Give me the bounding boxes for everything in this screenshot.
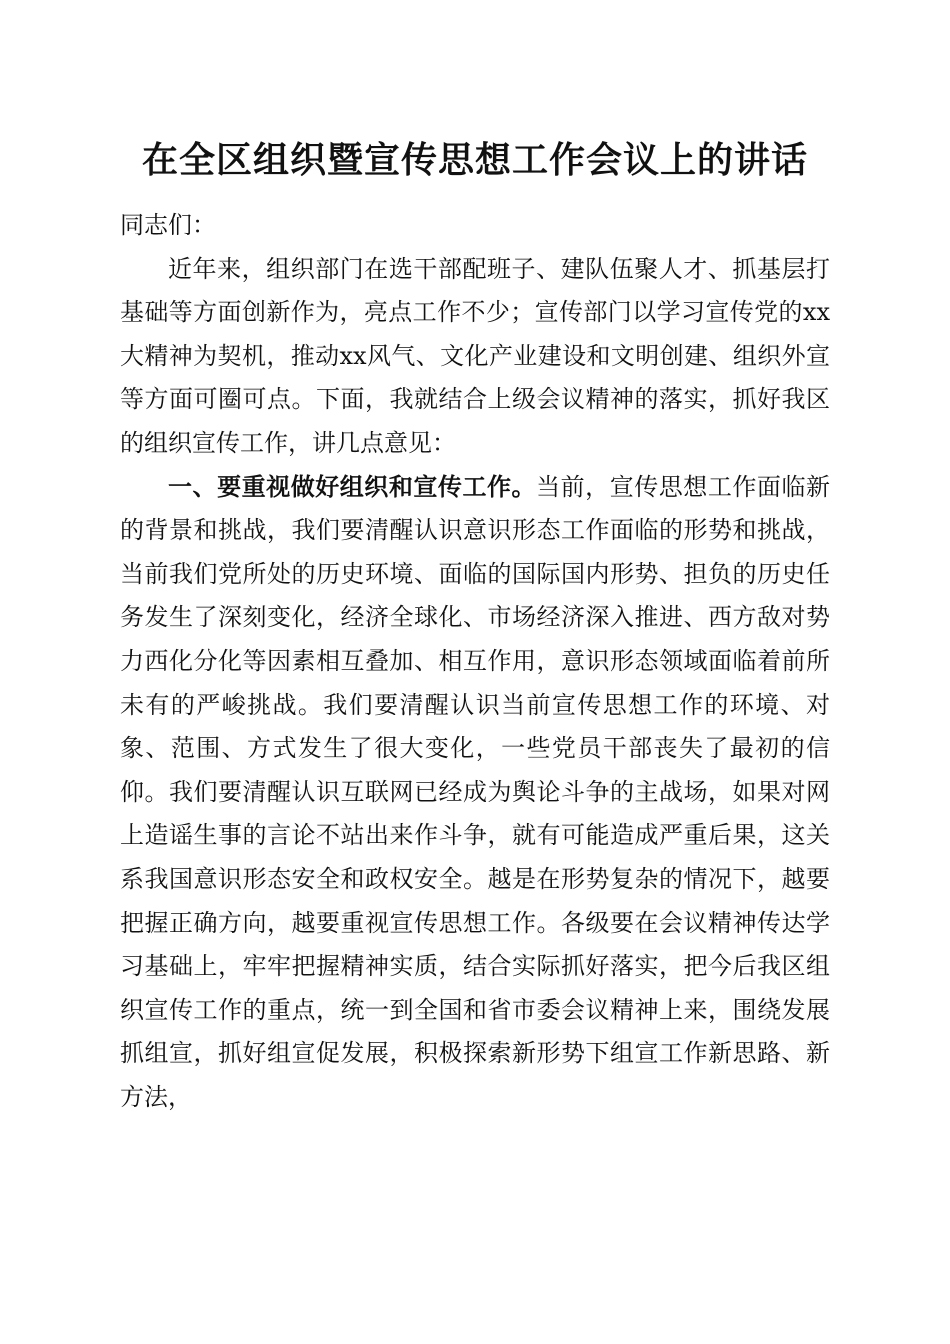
salutation: 同志们： <box>120 211 216 239</box>
section-1-paragraph <box>120 466 830 1120</box>
document-title: 在全区组织暨宣传思想工作会议上的讲话 <box>141 140 808 181</box>
section-1-heading: 一、要重视做好组织和宣传工作。 <box>168 472 537 501</box>
section-1-body: 当前，宣传思想工作面临新的背景和挑战，我们要清醒认识意识形态工作面临的形势和挑战，当前我们党所处的历史环境、面临的国际国内形势、担负的历史任务发生了深刻变化，经济全球化、市场经济深入推进、西方敌对势力西化分化等因素相互叠加、相互作用，意识形态领域面临着前所未有的严峻挑战。我们要清醒认识当前宣传思想工作的环境、对象、范围、方式发生了很大变化，一些党员干部丧失了最初的信仰。我们要清醒认识互联网已经成为舆论斗争的主战场，如果对网上造谣生事的言论不站出来作斗争，就有可能造成严重后果，这关系我国意识形态安全和政权安全。越是在形势复杂的情况下，越要把握正确方向，越要重视宣传思想工作。各级要在会议精神传达学习基础上，牢牢把握精神实质，结合实际抓好落实，把今后我区组织宣传工作的重点，统一到全国和省市委会议精神上来，围绕发展抓组宣，抓好组宣促发展，积极探索新形势下组宣工作新思路、新方法， <box>120 472 831 1111</box>
document-body <box>120 204 830 1119</box>
intro-paragraph: 近年来，组织部门在选干部配班子、建队伍聚人才、抓基层打基础等方面创新作为，亮点工作不少；宣传部门以学习宣传党的xx大精神为契机，推动xx风气、文化产业建设和文明创建、组织外宣等方面可圈可点。下面，我就结合上级会议精神的落实，抓好我区的组织宣传工作，讲几点意见： <box>120 254 830 457</box>
